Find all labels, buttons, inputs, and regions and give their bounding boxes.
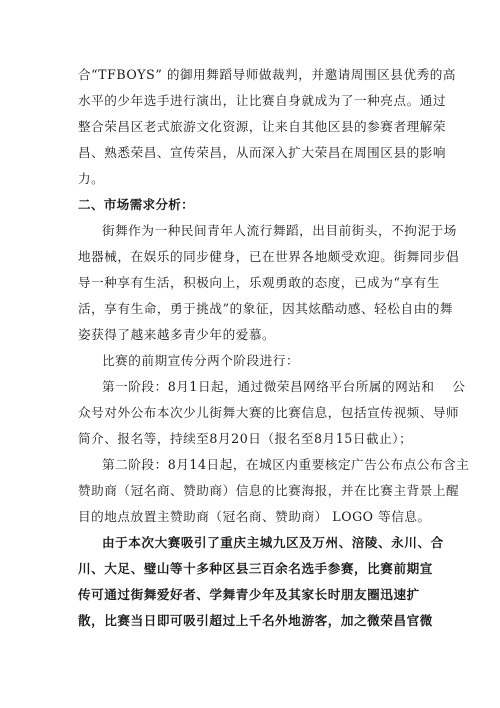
text-line: 目的地点放置主赞助商（冠名商、赞助商） LOGO 等信息。 bbox=[78, 509, 431, 524]
text-line: 第二阶段：8月14日起，在城区内重要核定广告公布点公布含主 bbox=[102, 457, 470, 472]
text-line: 街舞作为一种民间青年人流行舞蹈，出目前街头，不拘泥于场 bbox=[102, 223, 457, 238]
text-line: 地器械，在娱乐的同步健身，已在世界各地颇受欢迎。街舞同步倡 bbox=[78, 249, 460, 264]
text-line: 传可通过街舞爱好者、学舞青少年及其家长时朋友圈迅速扩 bbox=[78, 587, 420, 602]
text-line: 整合荣昌区老式旅游文化资源，让来自其他区县的参赛者理解荣 bbox=[78, 119, 447, 134]
text-line: 比赛的前期宣传分两个阶段进行： bbox=[102, 353, 300, 368]
text-line: 由于本次大赛吸引了重庆主城九区及万州、涪陵、永川、合 bbox=[102, 535, 444, 550]
text-line: 散，比赛当日即可吸引超过上千名外地游客，加之微荣昌官微 bbox=[78, 613, 433, 628]
text-line: 姿获得了越来越多青少年的爱慕。 bbox=[78, 327, 276, 342]
section-heading: 二、市场需求分析： bbox=[78, 197, 195, 212]
intro-paragraph bbox=[78, 62, 457, 192]
text-line: 昌、熟悉荣昌、宣传荣昌，从而深入扩大荣昌在周围区县的影响 bbox=[78, 145, 447, 160]
text-line: 川、大足、璧山等十多种区县三百余名选手参赛，比赛前期宣 bbox=[78, 561, 433, 576]
text-line: 导一种享有生活，积极向上，乐观勇敢的态度，已成为“享有生 bbox=[78, 275, 440, 290]
text-line: 合“TFBOYS” 的御用舞蹈导师做裁判，并邀请周围区县优秀的高 bbox=[78, 67, 457, 82]
text-line: 活，享有生命，勇于挑战”的象征，因其炫酷动感、轻松自由的舞 bbox=[78, 301, 454, 316]
text-line: 简介、报名等，持续至8月20日（报名至8月15日截止）； bbox=[78, 431, 413, 446]
phase-two-paragraph bbox=[78, 452, 470, 530]
text-line: 力。 bbox=[78, 171, 105, 186]
text-line: 赞助商（冠名商、赞助商）信息的比赛海报，并在比赛主背景上醒 bbox=[78, 483, 460, 498]
market-demand-paragraph bbox=[78, 218, 460, 348]
bold-summary-paragraph bbox=[78, 530, 444, 634]
text-line: 水平的少年选手进行演出，让比赛自身就成为了一种亮点。通过 bbox=[78, 93, 447, 108]
text-line: 第一阶段：8月1日起，通过微荣昌网络平台所属的网站和 公 bbox=[102, 379, 466, 394]
promotion-intro-paragraph bbox=[78, 348, 430, 374]
text-line: 众号对外公布本次少儿街舞大赛的比赛信息，包括宣传视频、导师 bbox=[78, 405, 460, 420]
phase-one-paragraph bbox=[78, 374, 466, 452]
section-heading-block bbox=[78, 192, 430, 218]
